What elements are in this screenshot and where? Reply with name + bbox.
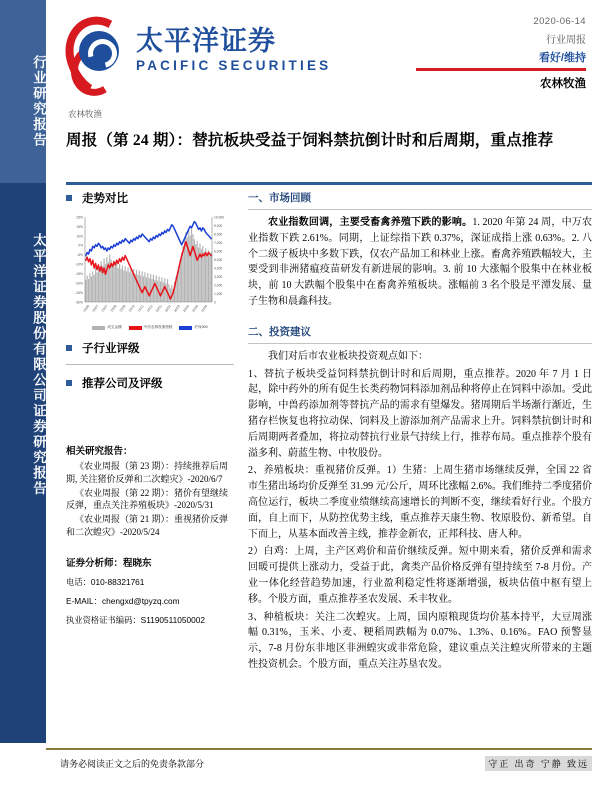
subindustry-rating-label: 子行业评级	[82, 343, 140, 355]
legend-swatch-volume	[92, 326, 105, 330]
legend-label-volume: 成交金额	[107, 325, 122, 329]
legend-label-csi300: 沪深300	[194, 325, 208, 329]
recommended-companies-label: 推荐公司及评级	[82, 378, 163, 390]
svg-text:-5%: -5%	[77, 253, 83, 258]
svg-text:19/07: 19/07	[100, 304, 109, 313]
footer-divider	[46, 748, 592, 750]
related-report-item[interactable]: 《农业周报（第 21 期）：重视猪价反弹和二次蝗灾》-2020/5/24	[66, 514, 229, 537]
main-content	[248, 190, 592, 675]
page-footer	[60, 756, 592, 771]
footer-disclaimer: 请务必阅读正文之后的免责条款部分	[60, 759, 205, 769]
analyst-phone: 电话：010-88321761	[66, 576, 145, 587]
svg-text:10,000: 10,000	[214, 215, 225, 220]
sidebar-label-company-research: 太平洋证券股份有限公司证券研究报告	[31, 233, 46, 497]
footer-slogan: 守正 出奇 宁静 致远	[485, 756, 592, 771]
svg-text:19/07: 19/07	[91, 304, 100, 313]
brand-wordmark	[136, 27, 331, 72]
svg-text:1,000: 1,000	[214, 291, 223, 296]
section2-point-4: 3、种植板块：关注二次蝗灾。上周，国内原粮现货均价基本持平，大豆周涨幅 0.31%，玉米、小麦、粳稻周跌幅为 0.07%、1.3%、0.16%。FAO 预警显示，7-8 月份东非地区非洲蝗灾或非常危险，建议重点关注蝗灾所带来的主题性投资机会。个股方面，重点关注苏垦农发。	[248, 611, 592, 670]
legend-label-agri-index: 中信农林牧渔指数	[143, 325, 173, 329]
trend-comparison-chart	[66, 212, 234, 330]
left-sidebar	[0, 0, 46, 792]
legend-swatch-agri-index	[129, 326, 142, 330]
legend-item-csi300	[179, 325, 207, 330]
svg-text:4,000: 4,000	[214, 266, 223, 271]
svg-text:19/12: 19/12	[145, 304, 154, 313]
analyst-email[interactable]: E-MAIL：chengxd@tpyzq.com	[66, 595, 180, 606]
report-header	[46, 0, 612, 168]
related-report-item[interactable]: 《农业周报（第 23 期）：持续推荐后周期, 关注猪价反弹和二次蝗灾》-2020/6/7	[66, 461, 229, 484]
svg-text:19/11: 19/11	[136, 304, 145, 313]
brand-name-en: PACIFIC SECURITIES	[136, 57, 332, 73]
rating-badge: 看好/维持	[538, 52, 586, 64]
analyst-heading: 证券分析师：程晓东	[66, 558, 152, 569]
svg-text:20/04: 20/04	[182, 304, 191, 313]
related-report-item[interactable]: 《农业周报（第 22 期）：猪价有望继续反弹，重点关注养殖板块》-2020/5/31	[66, 487, 229, 511]
legend-item-volume	[92, 325, 121, 330]
left-column	[66, 190, 234, 633]
related-reports-heading: 相关研究报告：	[66, 447, 133, 457]
svg-text:-10%: -10%	[75, 262, 83, 267]
svg-text:8,000: 8,000	[214, 232, 223, 237]
section2-heading: 二、投资建议	[248, 326, 311, 338]
trend-comparison-label: 走势对比	[82, 193, 128, 205]
pacific-securities-logo-icon	[66, 14, 128, 86]
square-bullet-icon	[66, 345, 72, 351]
svg-text:20/03: 20/03	[172, 304, 182, 313]
trend-comparison-header	[66, 190, 234, 206]
svg-text:20/05: 20/05	[191, 304, 200, 313]
section2-point-1: 1、替抗子板块受益饲料禁抗倒计时和后周期，重点推荐。2020 年 7 月 1 日起，除中药外的所有促生长类药物饲料添加剂品种将停止在饲料中添加。受此影响，中兽药添加剂等替抗产品的需求有望爆发。猪周期后半场渐行渐近，生猪存栏恢复也将拉动保、饲料及上游添加剂产品需求上升。饲料禁抗倒计时和后周期两者叠加，将拉动替抗行业景气持续上行，推荐布局。重点推荐个股有溢多利、蔚蓝生物、中牧股份。	[248, 368, 592, 459]
breadcrumb: 农林牧渔	[68, 109, 103, 119]
svg-text:19/09: 19/09	[118, 304, 127, 313]
svg-text:15%: 15%	[76, 224, 83, 229]
subindustry-rating-header	[66, 340, 234, 356]
svg-text:-20%: -20%	[75, 281, 83, 286]
svg-text:0: 0	[214, 300, 216, 305]
left-divider-1	[66, 364, 234, 365]
svg-text:19/08: 19/08	[109, 304, 118, 313]
svg-text:10%: 10%	[76, 234, 83, 239]
svg-text:-25%: -25%	[75, 290, 83, 295]
page-title: 周报（第 24 期）：替抗板块受益于饲料禁抗倒计时和后周期，重点推荐	[66, 132, 554, 149]
chart-legend	[66, 325, 234, 330]
svg-text:-30%: -30%	[75, 300, 83, 305]
meta-divider	[416, 68, 586, 71]
section2-point-2: 2、养殖板块：重视猪价反弹。1）生猪：上周生猪市场继续反弹，全国 22 省市生猪出场均价反弹至 31.99 元/公斤，周环比涨幅 2.6%。我们维持二季度猪价高位运行，板块二季度业绩继续高速增长的判断不变，继续看好行业。个股方面，自上而下，从防控优势主线，重点推荐天康生物、牧原股份、新希望。自下而上，从基本面改善主线，推荐金新农，正邦科技、唐人种。	[248, 465, 592, 540]
recommended-companies-header	[66, 375, 234, 391]
legend-item-agri-index	[129, 325, 173, 330]
svg-text:5,000: 5,000	[214, 257, 223, 262]
svg-text:-15%: -15%	[75, 272, 83, 277]
svg-text:0%: 0%	[78, 243, 83, 248]
square-bullet-icon	[66, 380, 72, 386]
svg-text:3,000: 3,000	[214, 274, 223, 279]
section1-heading: 一、市场回顾	[248, 193, 311, 204]
section-market-review	[248, 190, 592, 310]
section-investment-advice	[248, 324, 592, 673]
svg-text:7,000: 7,000	[214, 240, 223, 245]
chart-canvas	[66, 212, 234, 324]
square-bullet-icon	[66, 195, 72, 201]
analyst-license: 执业资格证书编码：S1190511050002	[66, 614, 205, 625]
svg-text:25%: 25%	[76, 215, 83, 220]
section1-divider	[248, 209, 592, 210]
header-divider	[66, 182, 592, 185]
svg-text:19/10: 19/10	[127, 304, 136, 313]
report-meta	[416, 16, 586, 91]
svg-text:20/01: 20/01	[154, 304, 163, 313]
section2-divider	[248, 343, 592, 344]
section2-point-3: 2）白鸡：上周，主产区鸡价和苗价继续反弹。短中期来看，猪价反弹和需求回暖可提供上涨动力，受益于此，禽类产品价格反弹有望持续至 7-8 月份。产业一体化经营趋势加速，行业盈利稳定性将逐渐增强，板块估值中枢有望上移。个股方面，重点推荐圣农发展、禾丰牧业。	[248, 546, 592, 605]
sidebar-footer-gap	[0, 743, 46, 792]
brand-name-cn: 太平洋证券	[136, 26, 276, 57]
industry-label: 农林牧渔	[540, 77, 586, 90]
recommended-companies-placeholder	[66, 397, 234, 443]
sidebar-label-industry-research: 行业研究报告	[31, 54, 46, 148]
section2-intro: 我们对后市农业板块投资观点如下：	[268, 350, 428, 362]
section-gap	[248, 312, 592, 324]
section1-paragraph	[248, 215, 592, 310]
report-date: 2020-06-14	[533, 16, 586, 27]
svg-text:9,000: 9,000	[214, 223, 223, 228]
legend-swatch-csi300	[179, 326, 192, 330]
section1-body: 1. 2020 年第 24 周，中万农业指数下跌 2.61%。同期，上证综指下跌 0.37%，深证成指上涨 0.63%。2. 八个二级子板块中多数下跌，仅农产品加工和林业上涨。畜禽养殖跌幅较大，主要受到非洲猪瘟疫苗研发有新进展的影响。3. 前 10 大涨幅个股集中在林业板块，前 10 大跌幅个股集中在畜禽养殖板块。涨幅前 3 名个股是平潭发展、量子生物和晨鑫科技。	[248, 217, 593, 307]
report-type: 行业周报	[546, 35, 586, 46]
svg-text:6,000: 6,000	[214, 249, 223, 254]
svg-text:19/06: 19/06	[82, 304, 91, 313]
brand-logo	[66, 14, 331, 86]
section1-lead: 农业指数回调，主要受畜禽养殖下跌的影响。	[268, 217, 473, 228]
svg-text:2,000: 2,000	[214, 283, 223, 288]
svg-text:20/06: 20/06	[200, 304, 209, 313]
svg-text:20/02: 20/02	[163, 304, 172, 313]
